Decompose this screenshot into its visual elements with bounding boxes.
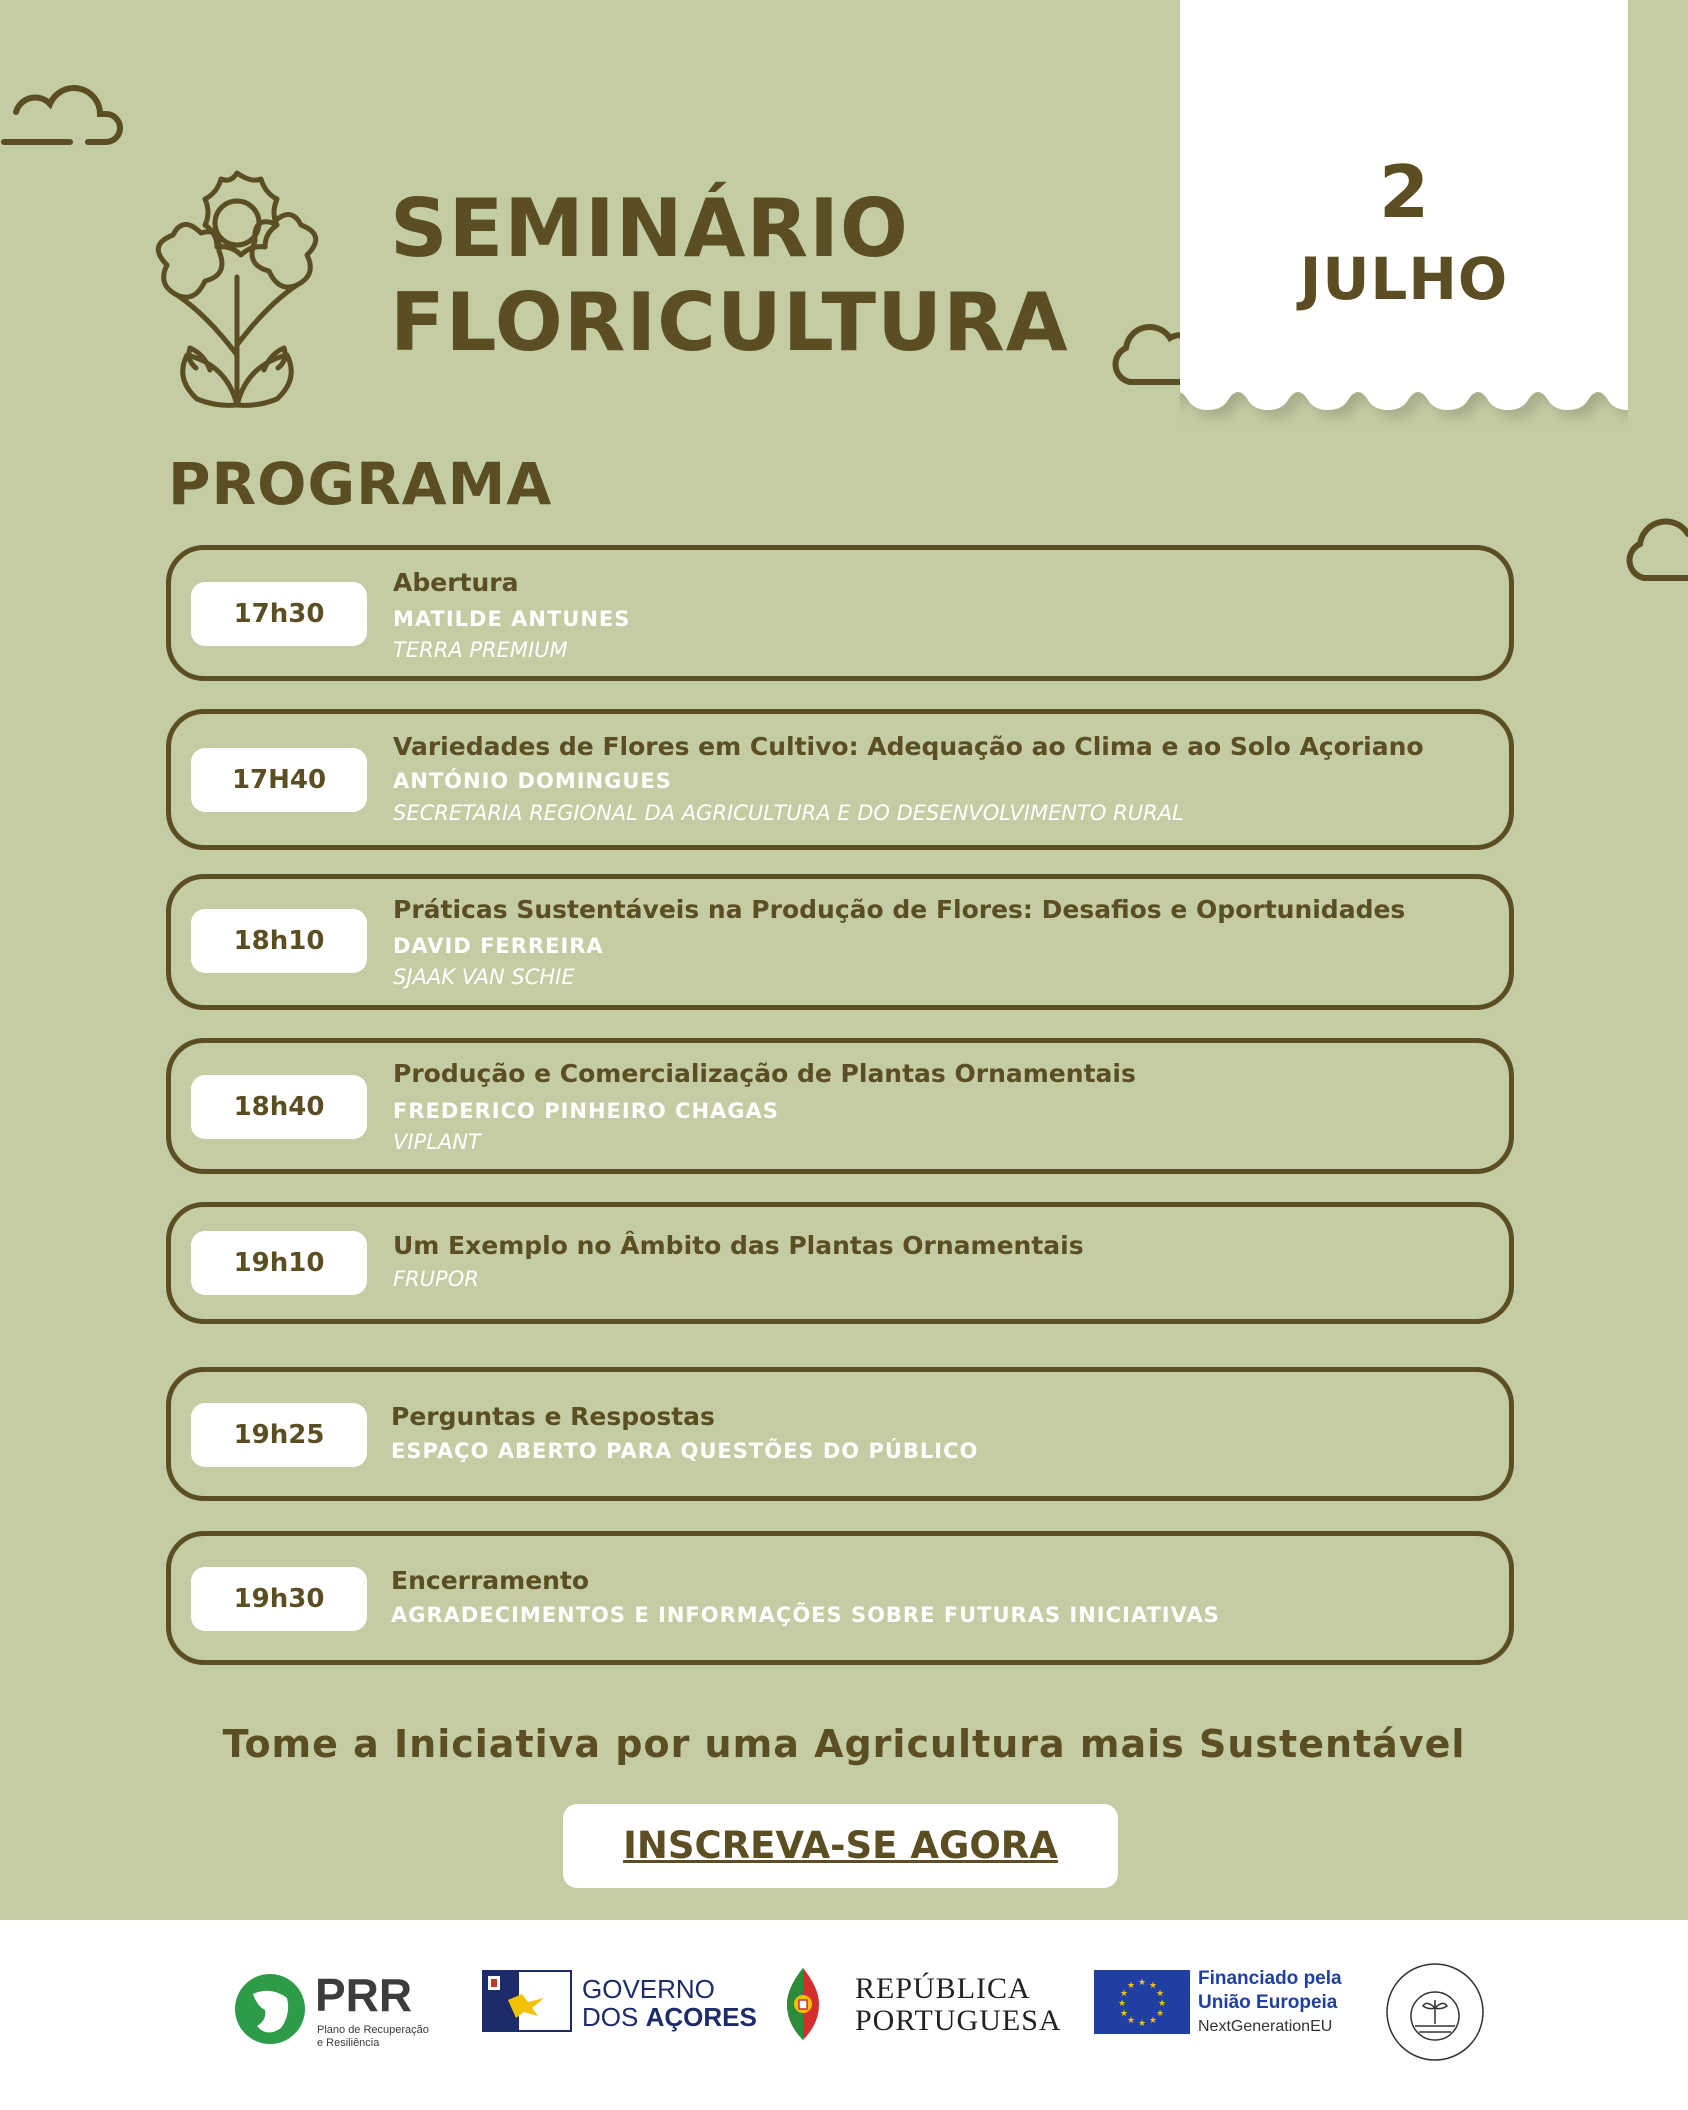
time-badge: 18h40: [191, 1075, 367, 1139]
prr-icon: [233, 1972, 307, 2046]
republica-portuguesa-logo: [785, 1966, 1062, 2046]
eu-funding-logo: [1094, 1966, 1354, 2046]
talk-title: Encerramento: [391, 1566, 590, 1595]
time-badge: 17h30: [191, 582, 367, 646]
cloud-icon: [1610, 500, 1688, 590]
svg-text:★: ★: [1117, 1999, 1127, 2009]
gov-line-2-b: AÇORES: [645, 2002, 757, 2032]
gov-line-1: GOVERNO: [582, 1974, 715, 2004]
speaker-org: SECRETARIA REGIONAL DA AGRICULTURA E DO DESENVOLVIMENTO RURAL: [393, 801, 1184, 825]
tagline: Tome a Iniciativa por uma Agricultura mais Sustentável: [222, 1722, 1466, 1766]
prr-title: PRR: [315, 1969, 413, 2021]
register-button[interactable]: INSCREVA-SE AGORA: [563, 1804, 1118, 1888]
talk-title: Variedades de Flores em Cultivo: Adequação ao Clima e ao Solo Açoriano: [393, 732, 1424, 761]
speaker-name: ANTÓNIO DOMINGUES: [393, 769, 672, 793]
gov-line-2-a: DOS: [582, 2002, 646, 2032]
event-title: [390, 182, 1069, 370]
schedule-item: [166, 1202, 1514, 1324]
schedule-item: [166, 709, 1514, 850]
speaker-org: VIPLANT: [393, 1130, 481, 1154]
portugal-emblem-icon: [785, 1966, 821, 2042]
time-badge: 17H40: [191, 748, 367, 812]
title-line-2: FLORICULTURA: [390, 276, 1069, 369]
time-badge: 18h10: [191, 909, 367, 973]
date-day: 2: [1378, 150, 1430, 234]
svg-text:★: ★: [1155, 2009, 1165, 2019]
footer: [0, 1920, 1688, 2110]
cloud-icon: [0, 62, 130, 150]
rep-line-2: PORTUGUESA: [855, 2004, 1062, 2037]
prr-subtitle-2: e Resiliência: [317, 2037, 380, 2049]
schedule-item: [166, 1531, 1514, 1665]
eu-line-1: Financiado pela: [1198, 1968, 1342, 1989]
schedule-item: [166, 545, 1514, 681]
speaker-name: FREDERICO PINHEIRO CHAGAS: [393, 1099, 779, 1123]
speaker-org: FRUPOR: [393, 1267, 479, 1291]
speaker-name: DAVID FERREIRA: [393, 934, 604, 958]
schedule-item: [166, 1038, 1514, 1174]
speaker-org: TERRA PREMIUM: [393, 638, 568, 662]
talk-title: Práticas Sustentáveis na Produção de Flores: Desafios e Oportunidades: [393, 895, 1406, 924]
svg-text:★: ★: [1148, 2016, 1158, 2026]
talk-title: Um Exemplo no Âmbito das Plantas Ornamentais: [393, 1231, 1084, 1260]
speaker-name: ESPAÇO ABERTO PARA QUESTÕES DO PÚBLICO: [391, 1439, 979, 1463]
prr-logo: [233, 1969, 453, 2052]
title-line-1: SEMINÁRIO: [390, 182, 909, 275]
svg-text:★: ★: [1157, 1999, 1167, 2009]
svg-text:★: ★: [1137, 1978, 1147, 1988]
time-badge: 19h30: [191, 1567, 367, 1631]
svg-text:★: ★: [1148, 1981, 1158, 1991]
date-month: JULHO: [1299, 245, 1509, 313]
eu-line-3: NextGenerationEU: [1198, 2018, 1333, 2035]
governo-acores-logo: [482, 1970, 757, 2040]
azores-flag-icon: [482, 1970, 572, 2032]
svg-text:★: ★: [1119, 2009, 1129, 2019]
talk-title: Produção e Comercialização de Plantas Ornamentais: [393, 1059, 1136, 1088]
eu-line-2: União Europeia: [1198, 1992, 1338, 2013]
speaker-org: SJAAK VAN SCHIE: [393, 965, 575, 989]
svg-text:★: ★: [1155, 1989, 1165, 1999]
svg-text:★: ★: [1119, 1989, 1129, 1999]
programa-heading: PROGRAMA: [168, 450, 553, 518]
time-badge: 19h10: [191, 1231, 367, 1295]
talk-title: Abertura: [393, 568, 519, 597]
time-badge: 19h25: [191, 1403, 367, 1467]
prr-subtitle-1: Plano de Recuperação: [317, 2024, 429, 2036]
talk-title: Perguntas e Respostas: [391, 1402, 715, 1431]
svg-text:★: ★: [1126, 1981, 1136, 1991]
svg-text:★: ★: [1126, 2016, 1136, 2026]
speaker-name: AGRADECIMENTOS E INFORMAÇÕES SOBRE FUTURAS INICIATIVAS: [391, 1603, 1220, 1627]
flower-icon: [120, 165, 360, 415]
schedule-item: [166, 874, 1514, 1010]
speaker-name: MATILDE ANTUNES: [393, 607, 631, 631]
eu-flag-icon: [1094, 1970, 1190, 2034]
svg-text:★: ★: [1137, 2019, 1147, 2029]
schedule-item: [166, 1367, 1514, 1501]
sustainable-initiative-seal: [1383, 1960, 1487, 2064]
gov-line-2: [582, 2002, 757, 2033]
rep-line-1: REPÚBLICA: [855, 1972, 1031, 2005]
